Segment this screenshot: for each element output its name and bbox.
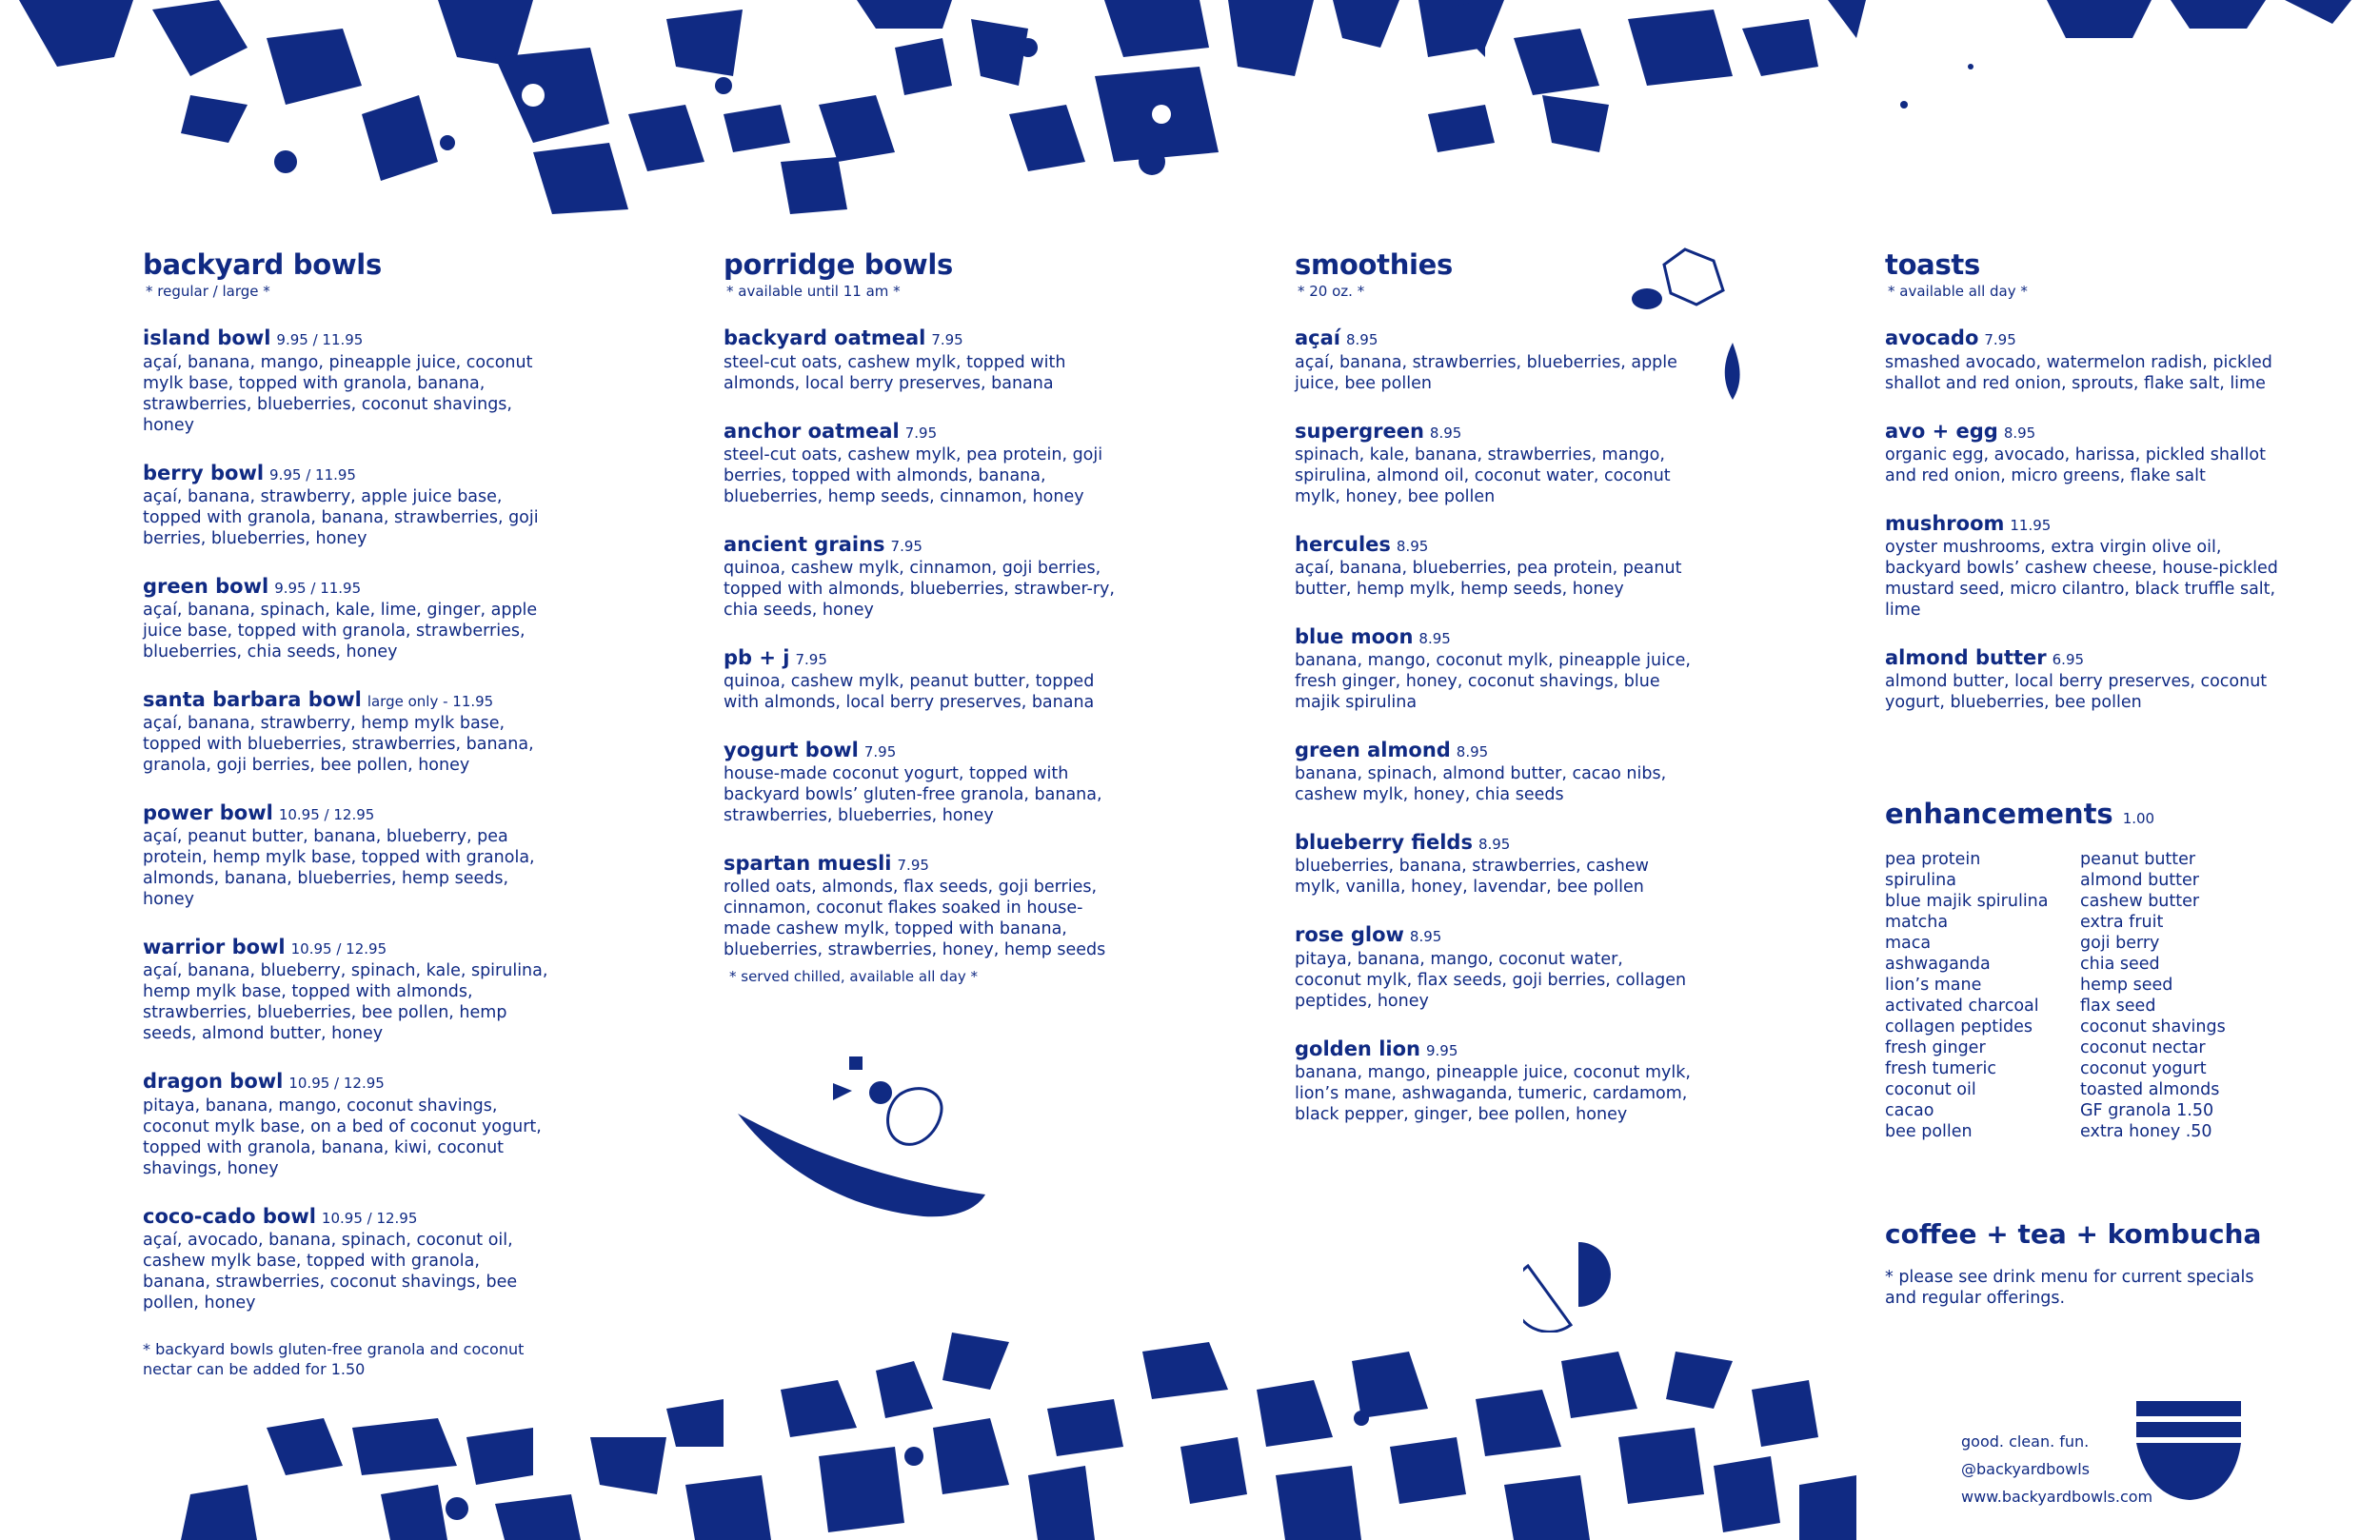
menu-item xyxy=(1885,326,2285,393)
section-title: porridge bowls xyxy=(724,248,953,281)
item-price: 7.95 xyxy=(890,537,922,555)
item-name: warrior bowl xyxy=(143,936,286,959)
list-item: maca xyxy=(1885,934,1932,953)
section-subtitle: * 20 oz. * xyxy=(1298,283,1365,301)
menu-item xyxy=(1885,646,2285,713)
item-price: 8.95 xyxy=(2003,424,2036,442)
item-price: 9.95 xyxy=(1425,1041,1458,1059)
item-name: coco-cado bowl xyxy=(143,1204,316,1228)
menu-item xyxy=(1295,739,1695,805)
item-description: banana, spinach, almond butter, cacao nibs, cashew mylk, honey, chia seeds xyxy=(1295,764,1667,805)
item-price: 10.95 / 12.95 xyxy=(278,806,375,824)
list-item: coconut yogurt xyxy=(2080,1059,2207,1078)
list-item: lion’s mane xyxy=(1885,976,1982,995)
item-description: açaí, banana, mango, pineapple juice, coconut mylk base, topped with granola, banana, strawberries, blueberries, coconut shavings, honey xyxy=(143,352,533,435)
item-price: 10.95 / 12.95 xyxy=(290,940,387,958)
list-item: activated charcoal xyxy=(1885,997,2039,1016)
item-description: smashed avocado, watermelon radish, pickled shallot and red onion, sprouts, flake salt, lime xyxy=(1885,352,2272,393)
item-description: pitaya, banana, mango, coconut water, coconut mylk, flax seeds, goji berries, collagen peptides, honey xyxy=(1295,949,1687,1011)
enhancements-left-column xyxy=(1885,849,2080,1142)
item-name: anchor oatmeal xyxy=(724,419,900,443)
menu-item xyxy=(724,326,1123,393)
list-item: spirulina xyxy=(1885,871,1956,890)
item-price: 7.95 xyxy=(1984,331,2016,349)
list-item: collagen peptides xyxy=(1885,1017,2033,1037)
menu-item xyxy=(724,646,1123,713)
menu-item xyxy=(1295,420,1695,507)
list-item: coconut shavings xyxy=(2080,1017,2226,1037)
item-name: island bowl xyxy=(143,326,271,350)
list-item: fresh ginger xyxy=(1885,1038,1986,1057)
enhancements-list xyxy=(1885,849,2285,1142)
granola-footnote: * backyard bowls gluten-free granola and coconut nectar can be added for 1.50 xyxy=(143,1339,525,1378)
item-name: santa barbara bowl xyxy=(143,687,362,711)
stacked-bowls-logo-icon xyxy=(2132,1397,2247,1504)
section-subtitle: * available all day * xyxy=(1888,283,2028,301)
menu-item xyxy=(1295,1037,1695,1125)
item-description: açaí, banana, strawberry, apple juice base, topped with granola, banana, strawberries, goji berries, blueberries, honey xyxy=(143,486,539,548)
menu-item xyxy=(143,1070,552,1178)
item-price: 10.95 / 12.95 xyxy=(288,1075,385,1093)
item-description: açaí, peanut butter, banana, blueberry, pea protein, hemp mylk base, topped with granola, almonds, banana, blueberries, hemp seeds, honey xyxy=(143,827,535,910)
terrazzo-pattern-top xyxy=(0,0,2380,219)
item-name: blueberry fields xyxy=(1295,831,1473,855)
item-description: pitaya, banana, mango, coconut shavings, coconut mylk base, on a bed of coconut yogurt, topped with granola, banana, kiwi, coconut shavings, honey xyxy=(143,1096,542,1178)
item-price: 8.95 xyxy=(1429,424,1462,442)
list-item: GF granola 1.50 xyxy=(2080,1101,2214,1120)
item-description: açaí, banana, strawberry, hemp mylk base, topped with blueberries, strawberries, banana, granola, goji berries, bee pollen, honey xyxy=(143,714,534,776)
item-price: 7.95 xyxy=(904,424,938,442)
item-price: 9.95 / 11.95 xyxy=(274,579,362,597)
item-price: 8.95 xyxy=(1478,836,1511,854)
item-name: dragon bowl xyxy=(143,1070,284,1094)
item-name: ancient grains xyxy=(724,532,885,556)
social-handle: @backyardbowls xyxy=(1961,1460,2090,1478)
item-name: rose glow xyxy=(1295,923,1404,947)
item-description: açaí, banana, blueberry, spinach, kale, spirulina, hemp mylk base, topped with almonds, strawberries, blueberries, bee pollen, hemp seeds, almond butter, honey xyxy=(143,961,548,1044)
menu-item xyxy=(143,936,552,1044)
list-item: goji berry xyxy=(2080,934,2160,953)
drink-menu-note: * please see drink menu for current specials and regular offerings. xyxy=(1885,1268,2254,1308)
section-porridge-bowls xyxy=(724,249,1123,986)
item-description: banana, mango, pineapple juice, coconut mylk, lion’s mane, ashwaganda, tumeric, cardamom, black pepper, ginger, bee pollen, honey xyxy=(1295,1062,1691,1124)
website-link[interactable]: www.backyardbowls.com xyxy=(1961,1488,2153,1506)
section-title: enhancements xyxy=(1885,798,2113,830)
item-price: 8.95 xyxy=(1396,537,1429,555)
menu-item xyxy=(1295,923,1695,1011)
item-name: pb + j xyxy=(724,645,790,669)
section-enhancements xyxy=(1885,798,2285,1142)
enhancements-price: 1.00 xyxy=(2122,810,2155,827)
item-price: large only - 11.95 xyxy=(367,692,494,710)
item-description: açaí, banana, strawberries, blueberries, apple juice, bee pollen xyxy=(1295,352,1677,393)
item-price: 10.95 / 12.95 xyxy=(321,1209,418,1227)
enhancements-right-column xyxy=(2080,849,2275,1142)
list-item: pea protein xyxy=(1885,850,1981,869)
item-description: spinach, kale, banana, strawberries, mango, spirulina, almond oil, coconut water, coconut mylk, honey, bee pollen xyxy=(1295,444,1671,506)
item-price: 7.95 xyxy=(863,743,897,761)
item-price: 8.95 xyxy=(1409,928,1442,946)
section-coffee-tea-kombucha xyxy=(1885,1218,2285,1309)
item-description: steel-cut oats, cashew mylk, pea protein, goji berries, topped with almonds, banana, blueberries, hemp seeds, cinnamon, honey xyxy=(724,444,1103,506)
list-item: bee pollen xyxy=(1885,1122,1973,1141)
item-price: 7.95 xyxy=(897,857,929,875)
footer-tagline xyxy=(1961,1428,2152,1510)
list-item: toasted almonds xyxy=(2080,1080,2220,1099)
section-subtitle: * regular / large * xyxy=(146,283,270,301)
item-name: power bowl xyxy=(143,801,273,825)
menu-item xyxy=(724,739,1123,826)
item-name: hercules xyxy=(1295,532,1391,556)
menu-item xyxy=(143,462,552,549)
list-item: coconut oil xyxy=(1885,1080,1976,1099)
item-description: oyster mushrooms, extra virgin olive oil, backyard bowls’ cashew cheese, house-pickled mustard seed, micro cilantro, black truffle salt, lime xyxy=(1885,537,2278,620)
item-price: 8.95 xyxy=(1456,743,1489,761)
item-description: almond butter, local berry preserves, coconut yogurt, blueberries, bee pollen xyxy=(1885,672,2268,713)
item-name: blue moon xyxy=(1295,624,1414,648)
item-name: berry bowl xyxy=(143,461,265,484)
list-item: ashwaganda xyxy=(1885,955,1991,974)
item-name: açaí xyxy=(1295,326,1340,350)
item-price: 8.95 xyxy=(1346,331,1378,349)
menu-item xyxy=(724,533,1123,621)
item-price: 8.95 xyxy=(1418,629,1451,647)
item-price: 9.95 / 11.95 xyxy=(276,331,364,349)
item-name: avocado xyxy=(1885,326,1979,350)
section-subtitle: * available until 11 am * xyxy=(726,283,901,301)
item-description: house-made coconut yogurt, topped with backyard bowls’ gluten-free granola, banana, strawberries, blueberries, honey xyxy=(724,764,1102,826)
item-price: 11.95 xyxy=(2010,516,2052,534)
item-name: yogurt bowl xyxy=(724,739,859,762)
item-description: quinoa, cashew mylk, peanut butter, topped with almonds, local berry preserves, banana xyxy=(724,672,1095,713)
menu-item xyxy=(1295,625,1695,713)
item-description: banana, mango, coconut mylk, pineapple juice, fresh ginger, honey, coconut shavings, blue majik spirulina xyxy=(1295,651,1691,713)
item-description: quinoa, cashew mylk, cinnamon, goji berries, topped with almonds, blueberries, strawber-ry, chia seeds, honey xyxy=(724,558,1115,620)
item-name: green almond xyxy=(1295,739,1451,762)
item-name: avo + egg xyxy=(1885,419,1998,443)
section-title: smoothies xyxy=(1295,248,1454,281)
item-description: açaí, banana, blueberries, pea protein, peanut butter, hemp mylk, hemp seeds, honey xyxy=(1295,558,1682,599)
item-price: 9.95 / 11.95 xyxy=(269,465,356,484)
section-smoothies xyxy=(1295,249,1695,1151)
list-item: extra honey .50 xyxy=(2080,1122,2212,1141)
item-price: 7.95 xyxy=(931,331,963,349)
list-item: matcha xyxy=(1885,913,1949,932)
list-item: hemp seed xyxy=(2080,976,2173,995)
list-item: coconut nectar xyxy=(2080,1038,2206,1057)
tagline-text: good. clean. fun. xyxy=(1961,1432,2090,1451)
list-item: fresh tumeric xyxy=(1885,1059,1996,1078)
list-item: cacao xyxy=(1885,1101,1934,1120)
menu-item xyxy=(143,801,552,910)
menu-item xyxy=(143,326,552,435)
muesli-note: * served chilled, available all day * xyxy=(729,968,979,986)
bowl-face-decoration xyxy=(733,1047,1000,1228)
list-item: almond butter xyxy=(2080,871,2199,890)
menu-item xyxy=(143,688,552,776)
item-name: golden lion xyxy=(1295,1037,1420,1060)
item-name: almond butter xyxy=(1885,645,2047,669)
menu-item xyxy=(143,1205,552,1313)
list-item: extra fruit xyxy=(2080,913,2164,932)
menu-item xyxy=(1295,326,1695,393)
list-item: cashew butter xyxy=(2080,892,2200,911)
item-description: organic egg, avocado, harissa, pickled shallot and red onion, micro greens, flake salt xyxy=(1885,444,2266,485)
item-description: steel-cut oats, cashew mylk, topped with almonds, local berry preserves, banana xyxy=(724,352,1066,393)
list-item: flax seed xyxy=(2080,997,2156,1016)
section-title: toasts xyxy=(1885,248,1980,281)
item-description: blueberries, banana, strawberries, cashew mylk, vanilla, honey, lavendar, bee pollen xyxy=(1295,857,1649,898)
item-price: 7.95 xyxy=(795,650,827,668)
list-item: peanut butter xyxy=(2080,850,2196,869)
section-title: coffee + tea + kombucha xyxy=(1885,1218,2262,1250)
item-description: rolled oats, almonds, flax seeds, goji berries, cinnamon, coconut flakes soaked in house-made cashew mylk, topped with banana, blueberries, strawberries, honey, hemp seeds xyxy=(724,878,1106,960)
menu-item xyxy=(1885,512,2285,621)
item-name: backyard oatmeal xyxy=(724,326,926,350)
item-name: spartan muesli xyxy=(724,852,892,876)
section-title: backyard bowls xyxy=(143,248,382,281)
menu-item xyxy=(1295,831,1695,898)
menu-item xyxy=(724,852,1123,960)
menu-item xyxy=(1885,420,2285,486)
item-name: supergreen xyxy=(1295,419,1424,443)
list-item: blue majik spirulina xyxy=(1885,892,2049,911)
menu-item xyxy=(143,575,552,662)
section-backyard-bowls xyxy=(143,249,552,1379)
item-name: green bowl xyxy=(143,574,269,598)
item-description: açaí, avocado, banana, spinach, coconut oil, cashew mylk base, topped with granola, banana, strawberries, coconut shavings, bee pollen, honey xyxy=(143,1230,518,1313)
section-toasts xyxy=(1885,249,2285,739)
half-circle-decoration xyxy=(1523,1237,1628,1333)
menu-item xyxy=(724,420,1123,507)
item-name: mushroom xyxy=(1885,511,2005,535)
item-description: açaí, banana, spinach, kale, lime, ginger, apple juice base, topped with granola, strawberries, blueberries, chia seeds, honey xyxy=(143,600,538,661)
menu-item xyxy=(1295,533,1695,600)
item-price: 6.95 xyxy=(2052,650,2085,668)
list-item: chia seed xyxy=(2080,955,2160,974)
